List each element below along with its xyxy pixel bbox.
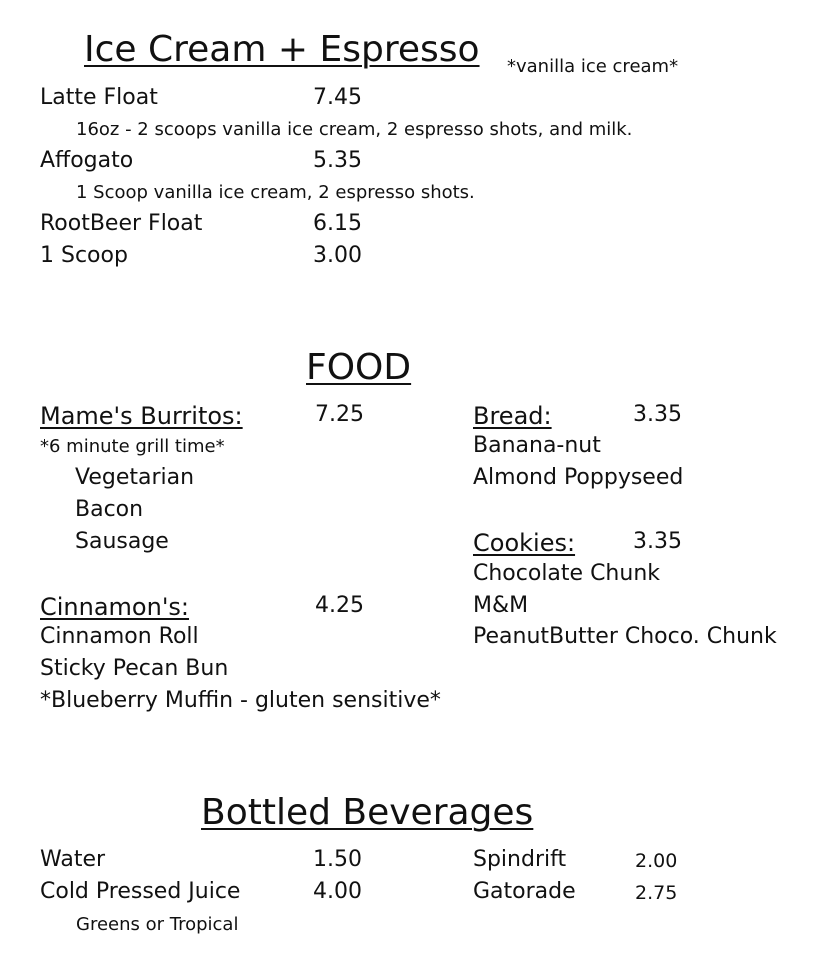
bread-option: Banana-nut bbox=[473, 433, 601, 458]
vanilla-note: *vanilla ice cream* bbox=[507, 56, 679, 77]
bread-title: Bread: bbox=[473, 402, 552, 430]
beverage-name: Cold Pressed Juice bbox=[40, 879, 241, 904]
menu-item-name: Affogato bbox=[40, 148, 134, 173]
cinnamon-title: Cinnamon's: bbox=[40, 593, 190, 621]
menu-item-price: 3.00 bbox=[313, 243, 362, 268]
beverage-description: Greens or Tropical bbox=[76, 914, 239, 935]
burritos-note: *6 minute grill time* bbox=[40, 436, 225, 457]
beverage-price: 1.50 bbox=[313, 847, 362, 872]
cinnamon-price: 4.25 bbox=[315, 593, 364, 618]
menu-item-price: 7.45 bbox=[313, 85, 362, 110]
cinnamon-option: Cinnamon Roll bbox=[40, 624, 199, 649]
burrito-option: Vegetarian bbox=[75, 465, 195, 490]
menu-item-description: 16oz - 2 scoops vanilla ice cream, 2 espresso shots, and milk. bbox=[76, 119, 633, 140]
burritos-price: 7.25 bbox=[315, 402, 364, 427]
bread-price: 3.35 bbox=[633, 402, 682, 427]
beverage-price: 2.75 bbox=[635, 882, 678, 904]
cinnamon-option: *Blueberry Muffin - gluten sensitive* bbox=[40, 688, 441, 713]
cookies-title: Cookies: bbox=[473, 529, 576, 557]
beverage-name: Water bbox=[40, 847, 106, 872]
menu-item-name: 1 Scoop bbox=[40, 243, 128, 268]
beverages-heading: Bottled Beverages bbox=[201, 792, 534, 833]
cookie-option: M&M bbox=[473, 593, 529, 618]
burrito-option: Bacon bbox=[75, 497, 144, 522]
cookies-price: 3.35 bbox=[633, 529, 682, 554]
bread-option: Almond Poppyseed bbox=[473, 465, 684, 490]
menu-item-price: 6.15 bbox=[313, 211, 362, 236]
beverage-name: Spindrift bbox=[473, 847, 567, 872]
beverage-name: Gatorade bbox=[473, 879, 576, 904]
beverage-price: 2.00 bbox=[635, 850, 678, 872]
menu-item-price: 5.35 bbox=[313, 148, 362, 173]
cookie-option: PeanutButter Choco. Chunk bbox=[473, 624, 777, 649]
menu-item-name: Latte Float bbox=[40, 85, 158, 110]
burritos-title: Mame's Burritos: bbox=[40, 402, 243, 430]
beverage-price: 4.00 bbox=[313, 879, 362, 904]
cinnamon-option: Sticky Pecan Bun bbox=[40, 656, 229, 681]
menu-item-description: 1 Scoop vanilla ice cream, 2 espresso shots. bbox=[76, 182, 475, 203]
food-heading: FOOD bbox=[306, 347, 412, 388]
burrito-option: Sausage bbox=[75, 529, 169, 554]
ice-cream-heading: Ice Cream + Espresso bbox=[84, 29, 480, 70]
cookie-option: Chocolate Chunk bbox=[473, 561, 660, 586]
menu-item-name: RootBeer Float bbox=[40, 211, 203, 236]
